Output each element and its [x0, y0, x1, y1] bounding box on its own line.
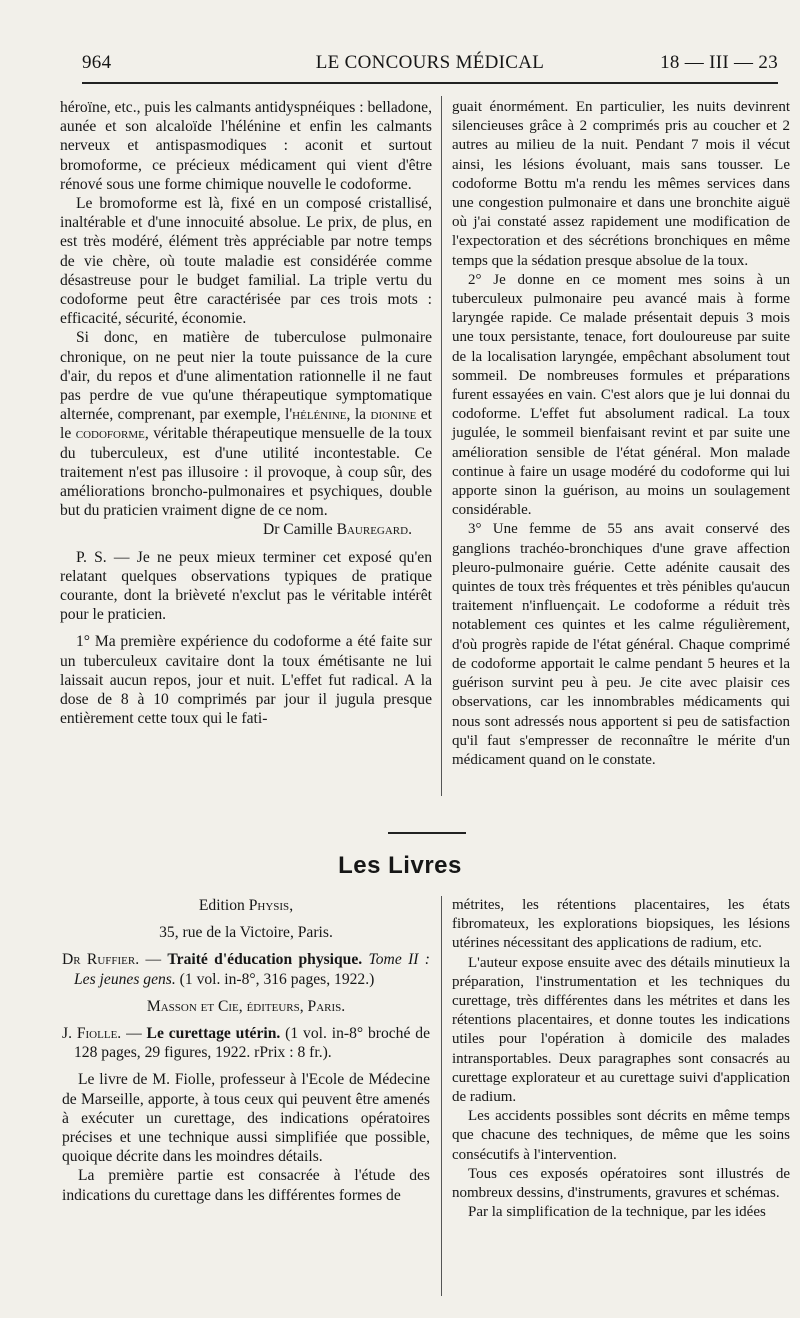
paragraph: Tous ces exposés opératoires sont illustrés de nombreux dessins, d'instruments, gravures et schémas. [452, 1165, 790, 1202]
postscript: P. S. — Je ne peux mieux terminer cet exposé qu'en relatant quelques observations typiques de pratique courante, dont la brièveté n'exclut pas le véritable intérêt pour le praticien. [60, 548, 432, 624]
books-column-right [452, 896, 790, 1222]
book-volume: Tome II : Les jeunes gens. [74, 951, 430, 988]
observation-2: 2° Je donne en ce moment mes soins à un tuberculeux pulmonaire peu avancé mais à forme laryngée rapide. Ce malade présentait depuis 3 mois une toux persistante, tenace, fort douloureuse par suite de la localisation laryngée, empêchant absolument tout sommeil. De nombreuses formules et préparations furent essayées en vain. C'est alors que je lui donnai du codoforme. L'effet fut absolument radical. La toux jugulée, le sommeil bienfaisant revint et par suite une amélioration sensible de l'état général. Mon malade continue à faire un usage modéré du codoforme qui lui apporte sinon la guérison, au moins un soulagement considérable. [452, 271, 790, 519]
section-rule [388, 832, 466, 834]
paragraph: La première partie est consacrée à l'étude des indications du curettage dans les différentes formes de [62, 1167, 430, 1204]
publisher-line: Masson et Cie, éditeurs, Paris. [146, 997, 346, 1015]
page-number: 964 [82, 52, 112, 73]
book-author: Dr Ruffier. [62, 951, 140, 969]
paragraph [60, 328, 432, 520]
book-reference [62, 950, 430, 988]
publisher-address: 35, rue de la Victoire, Paris. [159, 924, 333, 942]
publisher-line [62, 896, 430, 915]
text-run: , la [346, 406, 371, 424]
paragraph: guait énormément. En particulier, les nuits devinrent silencieuses grâce à 2 comprimés pris au coucher et 2 autres au milieu de la nuit. Pendant 7 mois il vécut ainsi, les lésions évoluant, mais sans tousser. Le codoforme Bottu m'a rendu les mêmes services dans une congestion pulmonaire et dans une bronchite aiguë où j'ai constaté assez rapidement une modification de l'expectoration et des sécrétions bronchiques en même temps que la sédation presque absolue de la toux. [452, 99, 790, 269]
books-column-left [62, 896, 430, 1205]
header-rule [82, 82, 778, 84]
drug-name: codoforme [75, 425, 145, 443]
observation-1: 1° Ma première expérience du codoforme a été faite sur un tuberculeux cavitaire dont la toux émétisante ne lui laissait aucun repos, jour et nuit. L'effet fut radical. A la dose de 8 à 10 comprimés par jour il jugula presque entièrement cette toux qui le fati- [60, 633, 432, 728]
paragraph: Les accidents possibles sont décrits en même temps que chacune des techniques, de même que les soins consécutifs à l'intervention. [452, 1108, 790, 1163]
column-divider [441, 896, 442, 1296]
paragraph: héroïne, etc., puis les calmants antidyspnéiques : belladone, aunée et son alcaloïde l'hélénine et enfin les calmants nerveux et antispasmodiques : aconit et surtout bromoforme, ce précieux médicament qui vient d'être rénové sous une forme chimique nouvelle le codoforme. [60, 99, 432, 193]
drug-name: dionine [370, 406, 417, 424]
signature-name: Bauregard [336, 521, 409, 539]
signature-prefix: Dr Camille [262, 521, 337, 539]
text-run: et le [60, 406, 433, 443]
book-reference [62, 1024, 430, 1062]
text-run: Si donc, en matière de tuberculose pulmonaire chronique, on ne peut nier la toute puissance de la cure d'air, du repos et d'une alimentation rationnelle il ne faut pas perdre de vue qu'une thérapeutique symptomatique alternée, comprenant, par exemple, l' [60, 329, 432, 424]
article-column-left [60, 98, 432, 729]
page-header [82, 52, 778, 82]
text-run: , véritable thérapeutique mensuelle de la toux du tuberculeux, est d'une utilité incontestable. Ce traitement n'est pas illusoire : il provoque, à coup sûr, des améliorations broncho-pulmonaires et psychiques, double but du praticien vraiment digne de ce nom. [60, 425, 432, 520]
observation-3: 3° Une femme de 55 ans avait conservé des ganglions trachéo-bronchiques d'une grave affection pleuro-pulmonaire guérie. Cette adénite causait des quintes de toux très fréquentes et très pénibles qu'aucun traitement n'influençait. Le codoforme a réduit très notablement ces quintes et les calme régulièrement, d'où progrès rapide de l'état général. Chaque comprimé de codoforme apportait le calme pendant 5 heures et la guérison survint peu à peu. Je cite avec plaisir ces observations, car les innombrables médicaments qui nous sont adressés nous apportent si peu de satisfaction qu'il faut s'empresser de reconnaître le mérite d'un médicament quand on le constate. [452, 521, 790, 768]
text-run: , [289, 897, 294, 914]
text-run: — [121, 1025, 147, 1043]
issue-date: 18 — III — 23 [660, 52, 778, 73]
paragraph: Le livre de M. Fiolle, professeur à l'Ecole de Médecine de Marseille, apporte, à tous ceux qui peuvent être amenés à exécuter un curettage, des indications opératoires précises et une technique aussi simplifiée que possible, quoique décrite dans les moindres détails. [62, 1071, 430, 1166]
book-title: Le curettage utérin. [146, 1025, 281, 1043]
book-details: (1 vol. in-8° broché de 128 pages, 29 figures, 1922. rPrix : 8 fr.). [74, 1025, 431, 1062]
drug-name: hélénine [292, 406, 347, 424]
paragraph: L'auteur expose ensuite avec des détails minutieux la préparation, l'instrumentation et les techniques du curettage, très différentes dans les métrites et dans les rétentions placentaires, et donne toutes les indications utiles pour l'opération à domicile des malades intransportables. Deux paragraphes sont consacrés au curettage explorateur et au curettage suivi d'application de radium. [452, 954, 790, 1106]
section-title: Les Livres [338, 852, 462, 879]
author-signature [60, 520, 432, 539]
column-divider [441, 96, 442, 796]
text-run: Edition [198, 897, 249, 914]
signature-suffix: . [408, 521, 412, 539]
article-column-right [452, 98, 790, 770]
book-author: J. Fiolle. [62, 1025, 122, 1043]
paragraph: métrites, les rétentions placentaires, les états fibromateux, les explorations biopsiques, les lésions utérines nécessitant des applications de radium, etc. [452, 897, 790, 952]
text-run: — [139, 951, 168, 969]
journal-title: LE CONCOURS MÉDICAL [315, 52, 545, 73]
book-title: Traité d'éducation physique. [167, 951, 363, 969]
paragraph: Le bromoforme est là, fixé en un composé cristallisé, inaltérable et d'une innocuité absolue. Le prix, de plus, en est très modéré, élément très appréciable par notre temps de vie chère, où toute maladie est considérée comme désastreuse pour le budget familial. La triple vertu du codoforme peut être caractérisée par ces trois mots : efficacité, sécurité, économie. [60, 195, 432, 328]
publisher-name: Physis [248, 897, 290, 914]
paragraph: Par la simplification de la technique, par les idées [468, 1204, 766, 1221]
book-details: (1 vol. in-8°, 316 pages, 1922.) [175, 970, 375, 988]
